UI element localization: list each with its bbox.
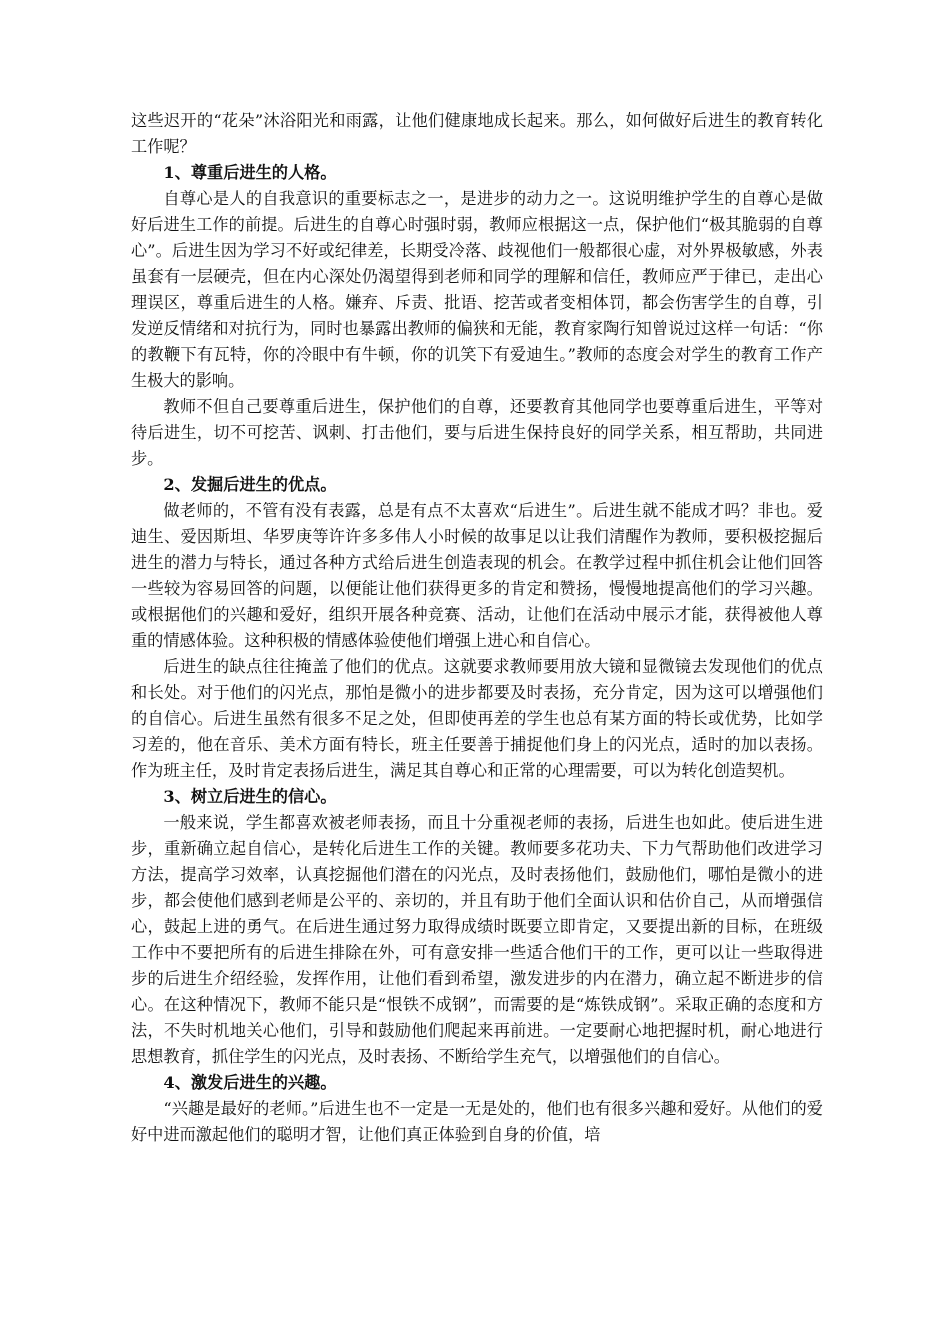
paragraph: 后进生的缺点往往掩盖了他们的优点。这就要求教师要用放大镜和显微镜去发现他们的优点和长处。对于他们的闪光点，那怕是微小的进步都要及时表扬，充分肯定，因为这可以增强他们的自信心。后进生虽然有很多不足之处，但即使再差的学生也总有某方面的特长或优势，比如学习差的，他在音乐、美术方面有特长，班主任要善于捕捉他们身上的闪光点，适时的加以表扬。作为班主任，及时肯定表扬后进生，满足其自尊心和正常的心理需要，可以为转化创造契机。 [131,657,823,780]
section-heading: 4、激发后进生的兴趣。 [163,1073,337,1092]
section-heading: 3、树立后进生的信心。 [163,787,337,806]
paragraph: 自尊心是人的自我意识的重要标志之一，是进步的动力之一。这说明维护学生的自尊心是做好后进生工作的前提。后进生的自尊心时强时弱，教师应根据这一点，保护他们“极其脆弱的自尊心”。后进生因为学习不好或纪律差，长期受冷落、歧视他们一般都很心虚，对外界极敏感，外表虽套有一层硬壳，但在内心深处仍渴望得到老师和同学的理解和信任，教师应严于律已，走出心理误区，尊重后进生的人格。嫌弃、斥责、批语、挖苦或者变相体罚，都会伤害学生的自尊，引发逆反情绪和对抗行为，同时也暴露出教师的偏狭和无能，教育家陶行知曾说过这样一句话：“你的教鞭下有瓦特，你的冷眼中有牛顿，你的讥笑下有爱迪生。”教师的态度会对学生的教育工作产生极大的影响。 [131,189,823,390]
paragraph: 教师不但自己要尊重后进生，保护他们的自尊，还要教育其他同学也要尊重后进生，平等对待后进生，切不可挖苦、讽刺、打击他们，要与后进生保持良好的同学关系，相互帮助，共同进步。 [131,397,823,468]
document-body [131,108,823,1148]
paragraph: “兴趣是最好的老师。”后进生也不一定是一无是处的，他们也有很多兴趣和爱好。从他们的爱好中进而激起他们的聪明才智，让他们真正体验到自身的价值，培 [131,1099,823,1144]
section-heading: 1、尊重后进生的人格。 [163,163,337,182]
paragraph: 做老师的，不管有没有表露，总是有点不太喜欢“后进生”。后进生就不能成才吗？非也。爱迪生、爱因斯坦、华罗庚等许许多多伟人小时候的故事足以让我们清醒作为教师，要积极挖掘后进生的潜力与特长，通过各种方式给后进生创造表现的机会。在教学过程中抓住机会让他们回答一些较为容易回答的问题，以便能让他们获得更多的肯定和赞扬，慢慢地提高他们的学习兴趣。或根据他们的兴趣和爱好，组织开展各种竞赛、活动，让他们在活动中展示才能，获得被他人尊重的情感体验。这种积极的情感体验使他们增强上进心和自信心。 [131,501,823,650]
section-heading: 2、发掘后进生的优点。 [163,475,337,494]
paragraph: 一般来说，学生都喜欢被老师表扬，而且十分重视老师的表扬，后进生也如此。使后进生进步，重新确立起自信心，是转化后进生工作的关键。教师要多花功夫、下力气帮助他们改进学习方法，提高学习效率，认真挖掘他们潜在的闪光点，及时表扬他们，鼓励他们，哪怕是微小的进步，都会使他们感到老师是公平的、亲切的，并且有助于他们全面认识和估价自己，从而增强信心，鼓起上进的勇气。在后进生通过努力取得成绩时既要立即肯定，又要提出新的目标，在班级工作中不要把所有的后进生排除在外，可有意安排一些适合他们干的工作，更可以让一些取得进步的后进生介绍经验，发挥作用，让他们看到希望，激发进步的内在潜力，确立起不断进步的信心。在这种情况下，教师不能只是“恨铁不成钢”，而需要的是“炼铁成钢”。采取正确的态度和方法，不失时机地关心他们，引导和鼓励他们爬起来再前进。一定要耐心地把握时机，耐心地进行思想教育，抓住学生的闪光点，及时表扬、不断给学生充气，以增强他们的自信心。 [131,813,823,1066]
paragraph: 这些迟开的“花朵”沐浴阳光和雨露，让他们健康地成长起来。那么，如何做好后进生的教育转化工作呢？ [131,111,823,156]
